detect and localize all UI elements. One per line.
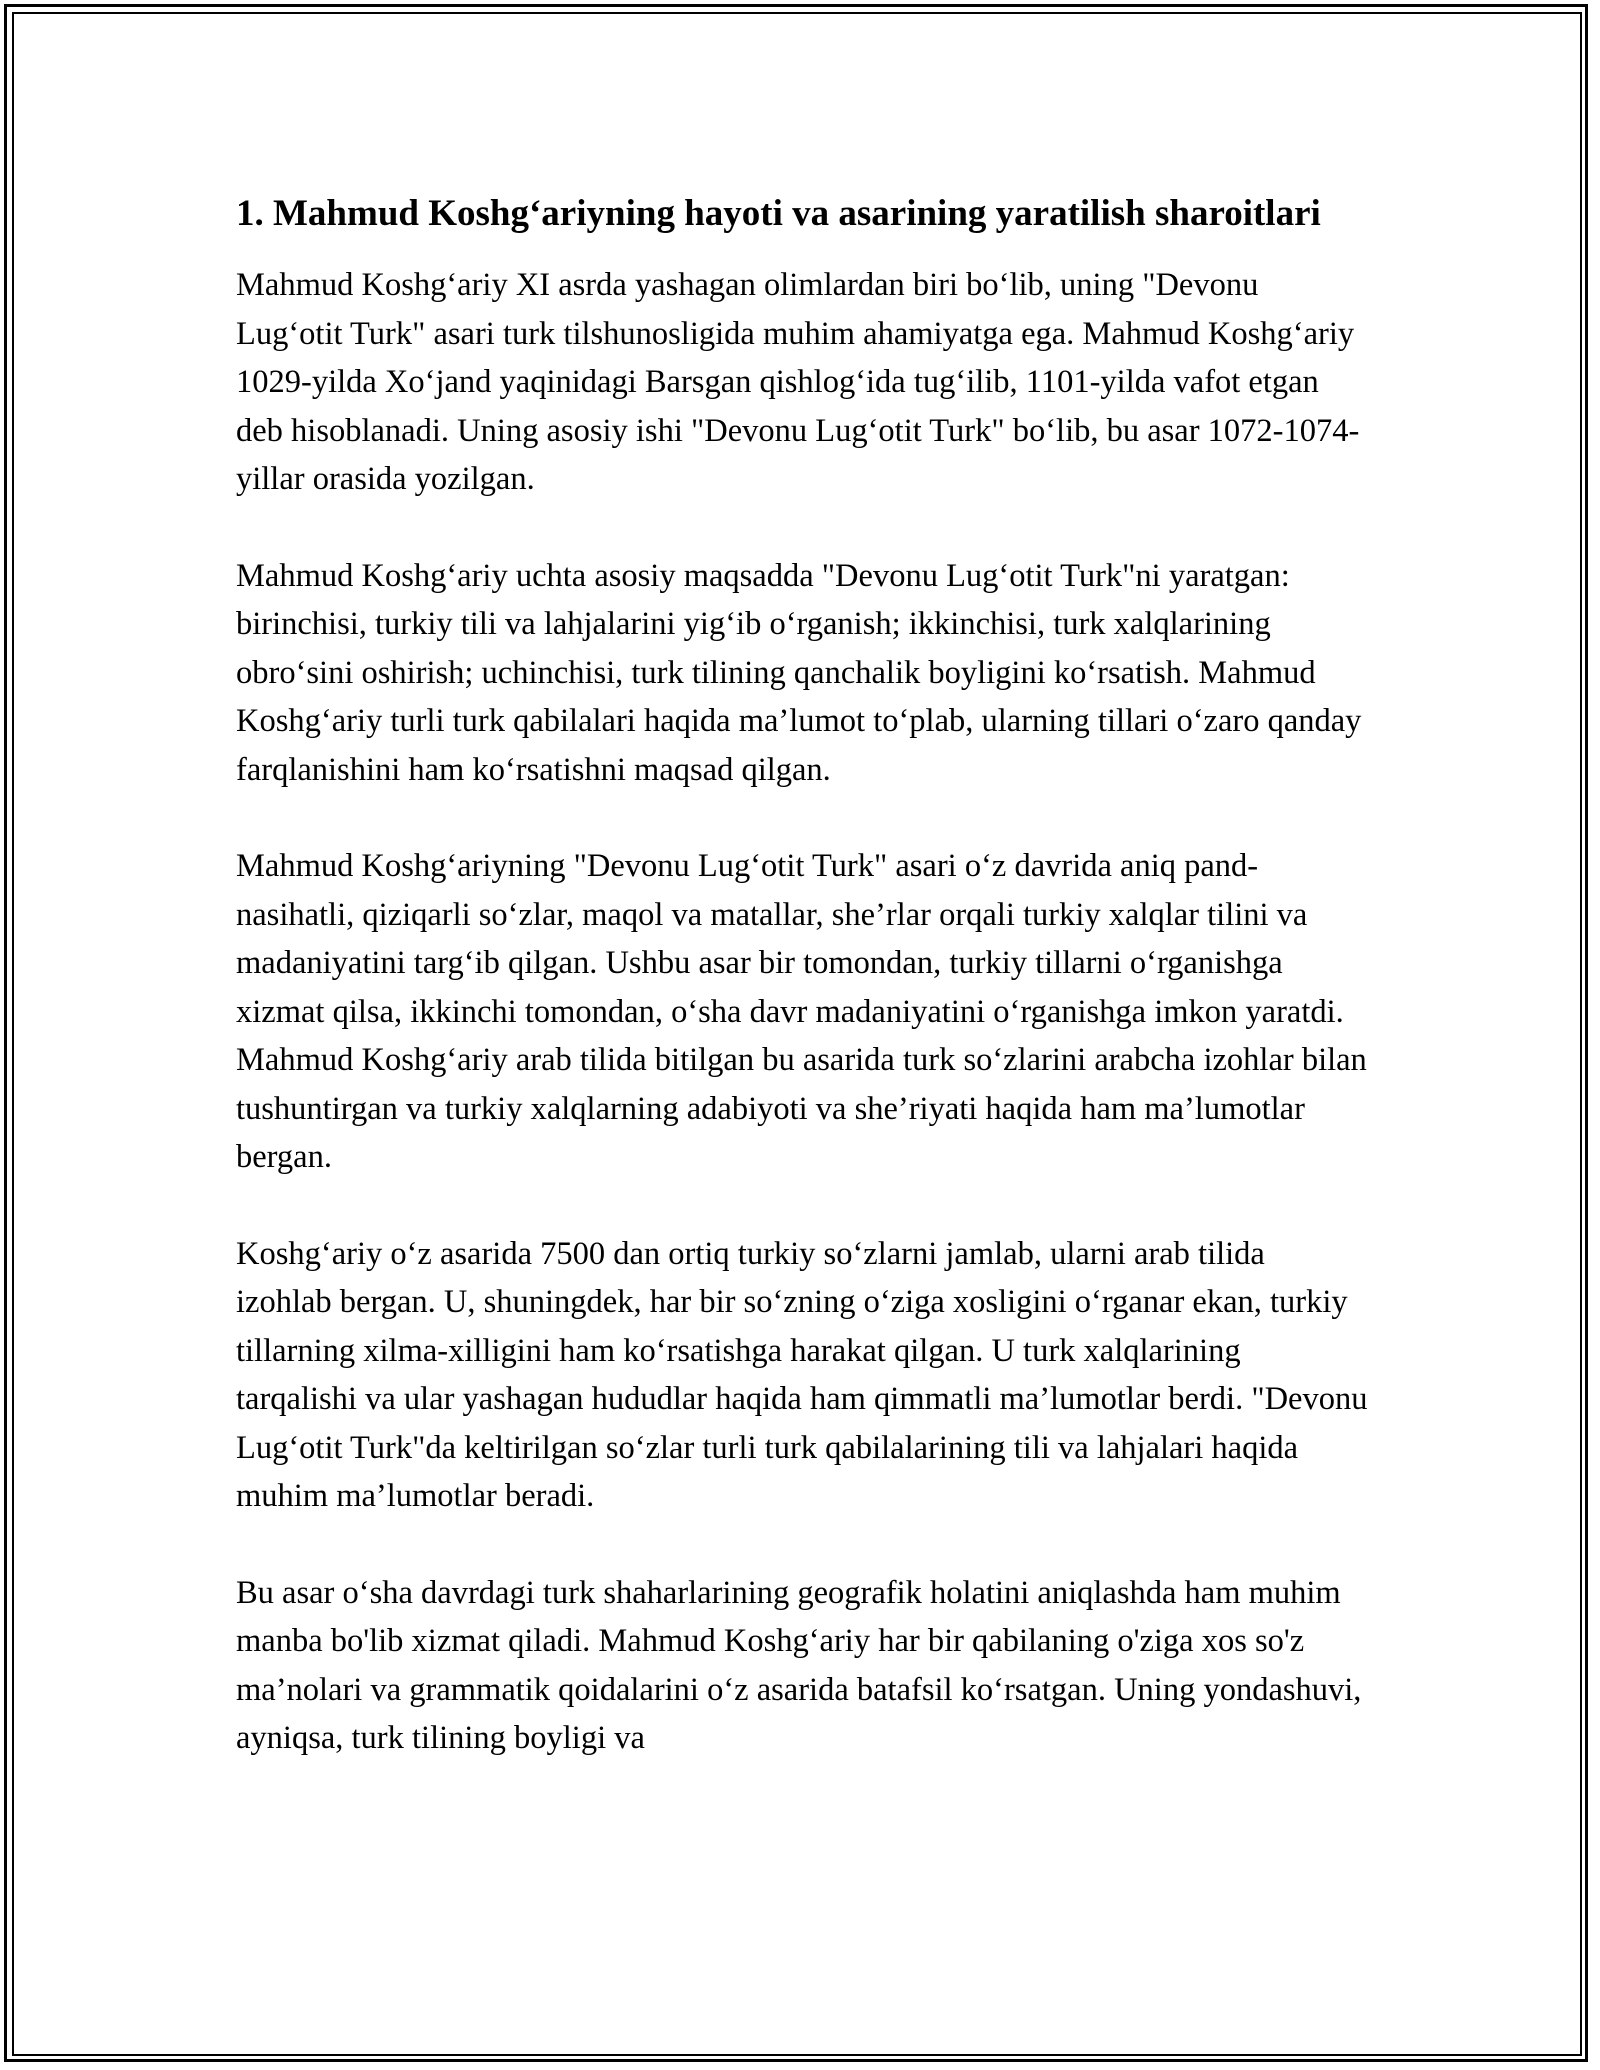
paragraph-2: Mahmud Koshg‘ariy uchta asosiy maqsadda "Devonu Lug‘otit Turk"ni yaratgan: birinchisi, turkiy tili va lahjalarini yig‘ib o‘rganish; ikkinchisi, turk xalqlarining obro‘sini oshirish; uchinchisi, turk tilining qanchalik boyligini ko‘rsatish. Mahmud Koshg‘ariy turli turk qabilalari haqida ma’lumot to‘plab, ularning tillari o‘zaro qanday farqlanishini ham ko‘rsatishni maqsad qilgan. <box>236 557 1362 788</box>
paragraph-5: Bu asar o‘sha davrdagi turk shaharlarining geografik holatini aniqlashda ham muhim manba bo'lib xizmat qiladi. Mahmud Koshg‘ariy har bir qabilaning o'ziga xos so'z ma’nolari va grammatik qoidalarini o‘z asarida batafsil ko‘rsatgan. Uning yondashuvi, ayniqsa, turk tilining boyligi va <box>236 1574 1362 1756</box>
paragraph-4: Koshg‘ariy o‘z asarida 7500 dan ortiq turkiy so‘zlarni jamlab, ularni arab tilida izohlab bergan. U, shuningdek, har bir so‘zning o‘ziga xosligini o‘rganar ekan, turkiy tillarning xilma-xilligini ham ko‘rsatishga harakat qilgan. U turk xalqlarining tarqalishi va ular yashagan hududlar haqida ham qimmatli ma’lumotlar berdi. "Devonu Lug‘otit Turk"da keltirilgan so‘zlar turli turk qabilalarining tili va lahjalari haqida muhim ma’lumotlar beradi. <box>236 1235 1368 1514</box>
section-heading: 1. Mahmud Koshg‘ariyning hayoti va asarining yaratilish sharoitlari <box>236 193 1321 234</box>
paragraph-1: Mahmud Koshg‘ariy XI asrda yashagan olimlardan biri bo‘lib, uning "Devonu Lug‘otit Turk" asari turk tilshunosligida muhim ahamiyatga ega. Mahmud Koshg‘ariy 1029-yilda Xo‘jand yaqinidagi Barsgan qishlog‘ida tug‘ilib, 1101-yilda vafot etgan deb hisoblanadi. Uning asosiy ishi "Devonu Lug‘otit Turk" bo‘lib, bu asar 1072-1074-yillar orasida yozilgan. <box>236 267 1360 497</box>
document-body <box>236 186 1368 1811</box>
paragraph-3: Mahmud Koshg‘ariyning "Devonu Lug‘otit Turk" asari o‘z davrida aniq pand-nasihatli, qiziqarli so‘zlar, maqol va matallar, she’rlar orqali turkiy xalqlar tilini va madaniyatini targ‘ib qilgan. Ushbu asar bir tomondan, turkiy tillarni o‘rganishga xizmat qilsa, ikkinchi tomondan, o‘sha davr madaniyatini o‘rganishga imkon yaratdi. Mahmud Koshg‘ariy arab tilida bitilgan bu asarida turk so‘zlarini arabcha izohlar bilan tushuntirgan va turkiy xalqlarning adabiyoti va she’riyati haqida ham ma’lumotlar bergan. <box>236 848 1367 1175</box>
